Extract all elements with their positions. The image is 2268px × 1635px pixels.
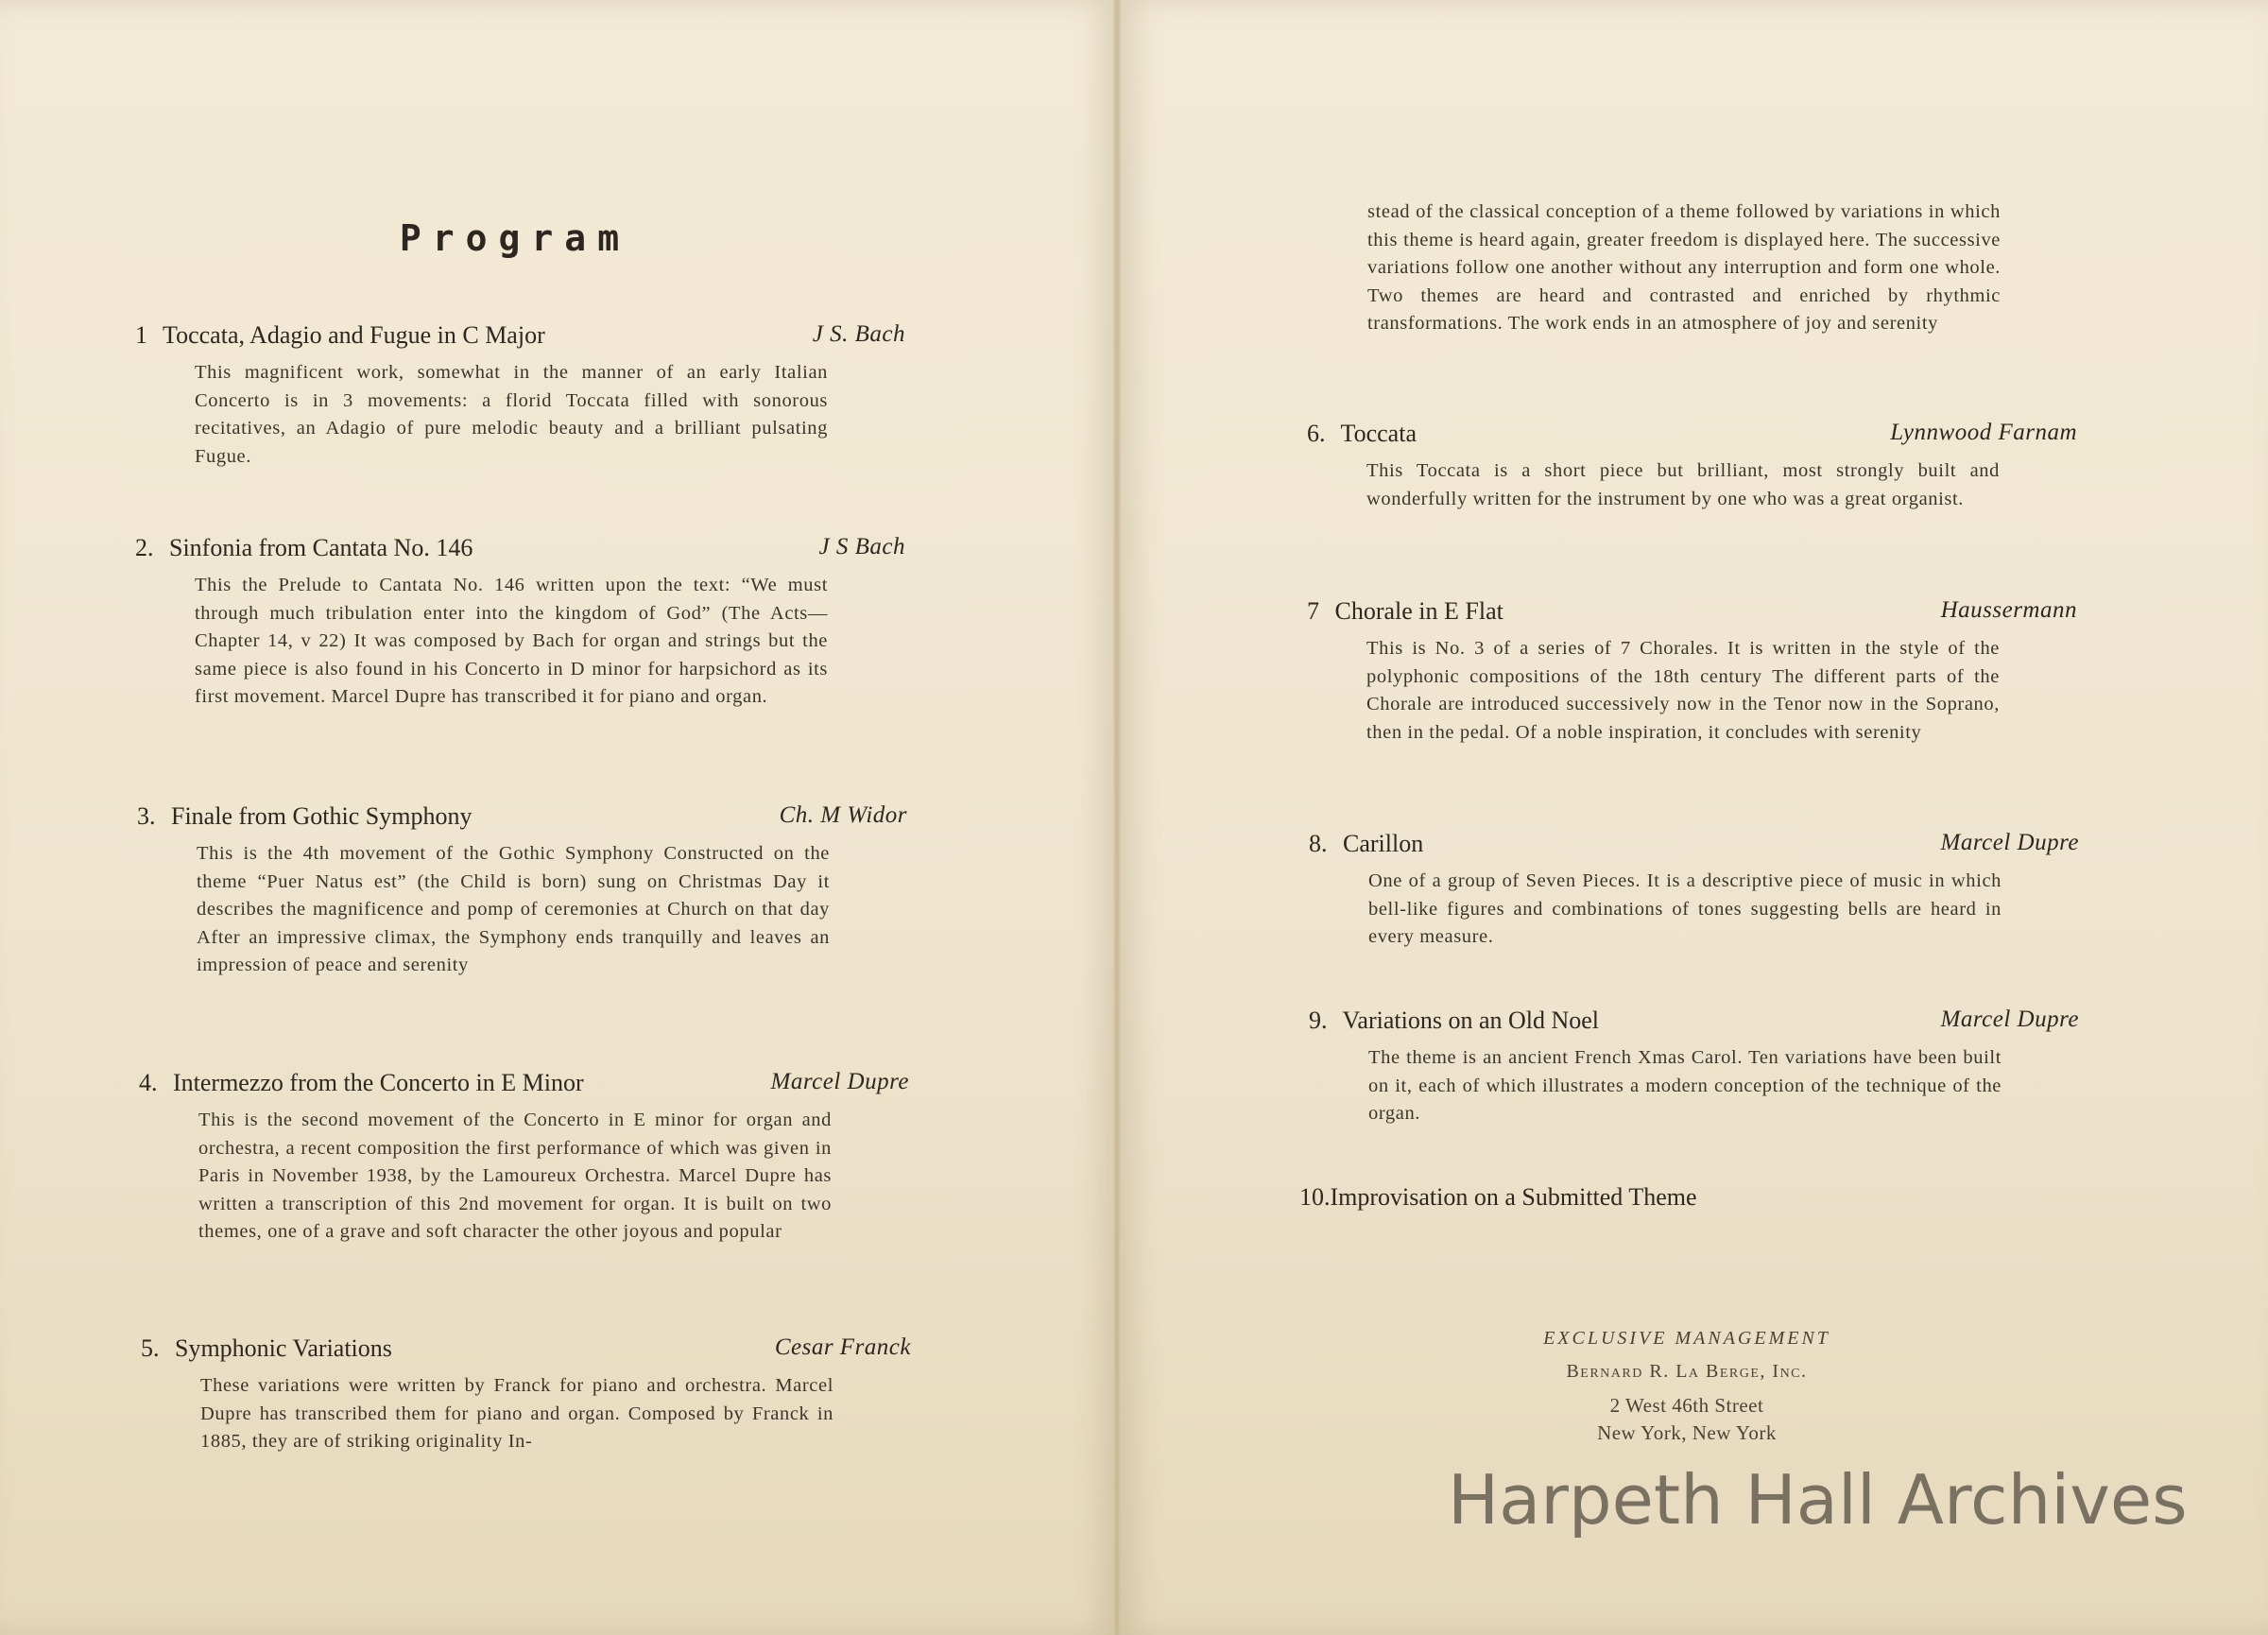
item-composer: Cesar Franck bbox=[774, 1334, 911, 1360]
item-title: Sinfonia from Cantata No. 146 bbox=[169, 534, 473, 561]
item-description: This is No. 3 of a series of 7 Chorales. It is written in the style of the polyphonic compositions of the 18th century The different parts of the Chorale are introduced successively now in the Tenor now in the Soprano, then in the pedal. Of a noble inspiration, it concludes with serenity bbox=[1366, 638, 2000, 743]
item-number: 4. bbox=[139, 1069, 158, 1096]
item-heading bbox=[139, 1069, 909, 1107]
item-heading bbox=[135, 534, 905, 572]
management-label: EXCLUSIVE MANAGEMENT bbox=[1543, 1328, 1830, 1349]
item-composer: Marcel Dupre bbox=[1940, 1007, 2079, 1032]
item-composer: Marcel Dupre bbox=[1940, 830, 2079, 855]
item-title: Improvisation on a Submitted Theme bbox=[1330, 1183, 1697, 1211]
item-description: This magnificent work, somewhat in the manner of an early Italian Concerto is in 3 movements: a florid Toccata filled with sonorous recitatives, an Adagio of pure melodic beauty and a brilliant pulsating Fugue. bbox=[195, 362, 828, 467]
program-item-8 bbox=[1309, 830, 2079, 952]
item-heading bbox=[135, 321, 905, 359]
item-number: 1 bbox=[135, 321, 147, 349]
program-item-9 bbox=[1309, 1007, 2079, 1128]
management-block bbox=[1484, 1328, 1890, 1447]
item-heading bbox=[137, 802, 907, 840]
item-title: Variations on an Old Noel bbox=[1342, 1007, 1600, 1034]
program-item-6 bbox=[1307, 420, 2077, 513]
program-item-10 bbox=[1299, 1183, 2070, 1221]
item-heading bbox=[1309, 1007, 2079, 1044]
program-item-5 bbox=[141, 1334, 911, 1456]
management-name: Bernard R. La Berge, Inc. bbox=[1566, 1361, 1808, 1382]
program-item-1 bbox=[135, 321, 905, 471]
item-title: Symphonic Variations bbox=[175, 1334, 392, 1362]
item-title: Carillon bbox=[1343, 830, 1424, 857]
item-heading bbox=[1307, 597, 2077, 635]
item-heading bbox=[1309, 830, 2079, 868]
item-number: 2. bbox=[135, 534, 154, 561]
item-number: 5. bbox=[141, 1334, 160, 1362]
page-fold bbox=[1113, 0, 1121, 1635]
item-description: This is the 4th movement of the Gothic Symphony Constructed on the theme “Puer Natus est” (the Child is born) sung on Christmas Day it describes the magnificence and pomp of ceremonies at Church on that day After an impressive climax, the Symphony ends tranquilly and leaves an impression of peace and serenity bbox=[197, 843, 830, 975]
item-number: 6. bbox=[1307, 420, 1326, 447]
item-heading bbox=[1299, 1183, 2070, 1221]
item-composer: J S Bach bbox=[818, 534, 905, 559]
program-item-4 bbox=[139, 1069, 909, 1247]
item-title: Toccata, Adagio and Fugue in C Major bbox=[163, 321, 545, 349]
item-title: Toccata bbox=[1340, 420, 1417, 447]
item-description: These variations were written by Franck for piano and orchestra. Marcel Dupre has transcribed them for piano and organ. Composed by Franck in 1885, they are of striking originality In- bbox=[200, 1375, 833, 1452]
item-heading bbox=[141, 1334, 911, 1372]
archive-watermark: Harpeth Hall Archives bbox=[1448, 1460, 2188, 1540]
item-composer: J S. Bach bbox=[812, 321, 905, 347]
item-title: Finale from Gothic Symphony bbox=[171, 802, 472, 830]
program-item-3 bbox=[137, 802, 907, 980]
item-number: 7 bbox=[1307, 597, 1319, 625]
item-number: 3. bbox=[137, 802, 156, 830]
item-description: One of a group of Seven Pieces. It is a descriptive piece of music in which bell-like figures and combinations of tones suggesting bells are heard in every measure. bbox=[1368, 870, 2002, 947]
item-heading bbox=[1307, 420, 2077, 457]
item-composer: Marcel Dupre bbox=[770, 1069, 909, 1094]
item-description: This the Prelude to Cantata No. 146 written upon the text: “We must through much tribulation enter into the kingdom of God” (The Acts—Chapter 14, v 22) It was composed by Bach for organ and strings but the same piece is also found in his Concerto in D minor for harpsichord as its first movement. Marcel Dupre has transcribed it for piano and organ. bbox=[195, 575, 828, 707]
program-item-2 bbox=[135, 534, 905, 712]
program-item-7 bbox=[1307, 597, 2077, 747]
item-composer: Ch. M Widor bbox=[779, 802, 907, 828]
item-number: 10. bbox=[1299, 1183, 1331, 1211]
item-description: This Toccata is a short piece but brilliant, most strongly built and wonderfully written for the instrument by one who was a great organist. bbox=[1366, 460, 2000, 509]
item-composer: Lynnwood Farnam bbox=[1890, 420, 2077, 445]
item-title: Intermezzo from the Concerto in E Minor bbox=[173, 1069, 584, 1096]
item-description: The theme is an ancient French Xmas Carol. Ten variations have been built on it, each of which illustrates a modern conception of the technique of the organ. bbox=[1368, 1047, 2002, 1124]
item-5-continuation: stead of the classical conception of a theme followed by variations in which this theme is heard again, greater freedom is displayed here. The successive variations follow one another without any interruption and form one whole. Two themes are heard and contrasted and enriched by rhythmic transformations. The work ends in an atmosphere of joy and serenity bbox=[1367, 201, 2001, 334]
management-address-line-2: New York, New York bbox=[1597, 1421, 1777, 1444]
item-title: Chorale in E Flat bbox=[1334, 597, 1503, 625]
management-address-line-1: 2 West 46th Street bbox=[1609, 1394, 1764, 1417]
item-number: 8. bbox=[1309, 830, 1328, 857]
item-composer: Haussermann bbox=[1940, 597, 2077, 623]
item-description: This is the second movement of the Concerto in E minor for organ and orchestra, a recent composition the first performance of which was given in Paris in November 1938, by the Lamoureux Orchestra. Marcel Dupre has written a transcription of this 2nd movement for organ. It is built on two themes, one of a grave and soft character the other joyous and popular bbox=[198, 1110, 832, 1242]
item-number: 9. bbox=[1309, 1007, 1328, 1034]
program-title: Program bbox=[399, 217, 631, 259]
